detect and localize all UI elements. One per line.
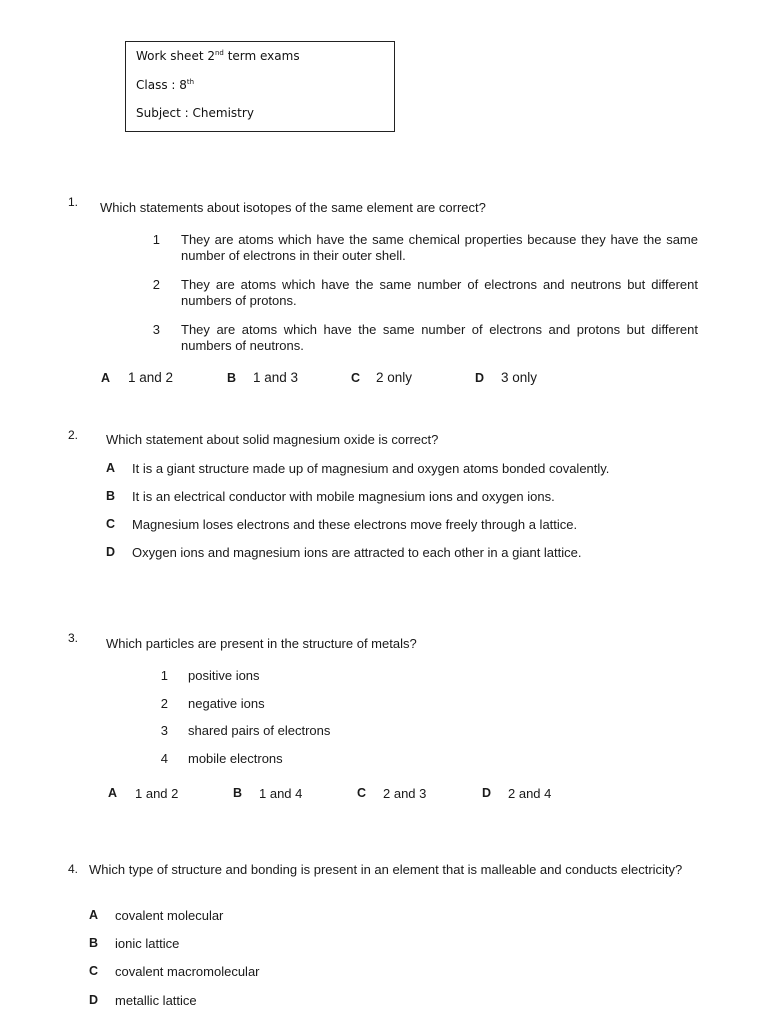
question-1-number: 1. [68, 195, 79, 209]
question-1-option-a-letter: A [101, 371, 111, 385]
question-2-option-c-text: Magnesium loses electrons and these electrons move freely through a lattice. [132, 517, 578, 532]
question-1-option-d-text: 3 only [501, 370, 538, 385]
question-4-option-d-letter: D [89, 993, 99, 1007]
question-4-option-a-text: covalent molecular [115, 908, 224, 923]
question-1-statement-2-text: They are atoms which have the same number of electrons and neutrons but different numbers of protons. [181, 277, 698, 308]
question-4-option-d-text: metallic lattice [115, 993, 197, 1008]
question-1-option-b-text: 1 and 3 [253, 370, 299, 385]
question-3-option-c-letter: C [357, 786, 367, 800]
question-3-number: 3. [68, 631, 79, 645]
question-2-option-a-letter: A [106, 461, 116, 475]
question-3-statement-3-number: 3 [160, 723, 168, 738]
question-4-option-a-letter: A [89, 908, 99, 922]
question-1-option-c-letter: C [351, 371, 361, 385]
question-2-number: 2. [68, 428, 79, 442]
question-2-option-b-letter: B [106, 489, 116, 503]
question-3-text: Which particles are present in the structure of metals? [106, 636, 417, 651]
question-1-statement-3-number: 3 [152, 322, 160, 337]
question-3-statement-4-text: mobile electrons [188, 751, 283, 766]
question-3-option-d-text: 2 and 4 [508, 786, 552, 801]
question-2-option-b-text: It is an electrical conductor with mobile magnesium ions and oxygen ions. [132, 489, 555, 504]
question-3-statement-4-number: 4 [160, 751, 168, 766]
question-2-option-d-letter: D [106, 545, 116, 559]
question-3-option-c-text: 2 and 3 [383, 786, 427, 801]
question-4-option-b-letter: B [89, 936, 99, 950]
question-1-statement-2-number: 2 [152, 277, 160, 292]
question-2-option-a-text: It is a giant structure made up of magnesium and oxygen atoms bonded covalently. [132, 461, 610, 476]
question-3-statement-1-number: 1 [160, 668, 168, 683]
question-4-option-b-text: ionic lattice [115, 936, 180, 951]
question-1-option-b-letter: B [227, 371, 237, 385]
question-1-text: Which statements about isotopes of the same element are correct? [100, 200, 486, 215]
question-2-option-d-text: Oxygen ions and magnesium ions are attracted to each other in a giant lattice. [132, 545, 582, 560]
question-1-statement-1-text: They are atoms which have the same chemical properties because they have the same number of electrons in their outer shell. [181, 232, 698, 263]
question-1-statement-3-text: They are atoms which have the same number of electrons and protons but different numbers of neutrons. [181, 322, 698, 353]
question-3-option-a-letter: A [108, 786, 118, 800]
header-subject-line: Subject : Chemistry [136, 106, 254, 120]
question-3-statement-3-text: shared pairs of electrons [188, 723, 331, 738]
question-2-option-c-letter: C [106, 517, 116, 531]
worksheet-header-box [125, 41, 395, 132]
question-1-option-d-letter: D [475, 371, 485, 385]
question-3-statement-1-text: positive ions [188, 668, 260, 683]
question-3-option-d-letter: D [482, 786, 492, 800]
question-1-option-a-text: 1 and 2 [128, 370, 174, 385]
question-2-text: Which statement about solid magnesium oxide is correct? [106, 432, 439, 447]
question-4-text: Which type of structure and bonding is present in an element that is malleable and conducts electricity? [89, 862, 683, 877]
question-3-option-b-text: 1 and 4 [259, 786, 303, 801]
question-4-option-c-letter: C [89, 964, 99, 978]
question-4-option-c-text: covalent macromolecular [115, 964, 260, 979]
question-3-statement-2-text: negative ions [188, 696, 265, 711]
question-3-statement-2-number: 2 [160, 696, 168, 711]
question-3-option-a-text: 1 and 2 [135, 786, 179, 801]
header-class-line: Class : 8th [136, 78, 195, 92]
question-4-number: 4. [68, 862, 79, 876]
question-3-option-b-letter: B [233, 786, 243, 800]
question-1-option-c-text: 2 only [376, 370, 413, 385]
question-1-statement-1-number: 1 [152, 232, 160, 247]
header-title-line: Work sheet 2nd term exams [136, 49, 300, 63]
